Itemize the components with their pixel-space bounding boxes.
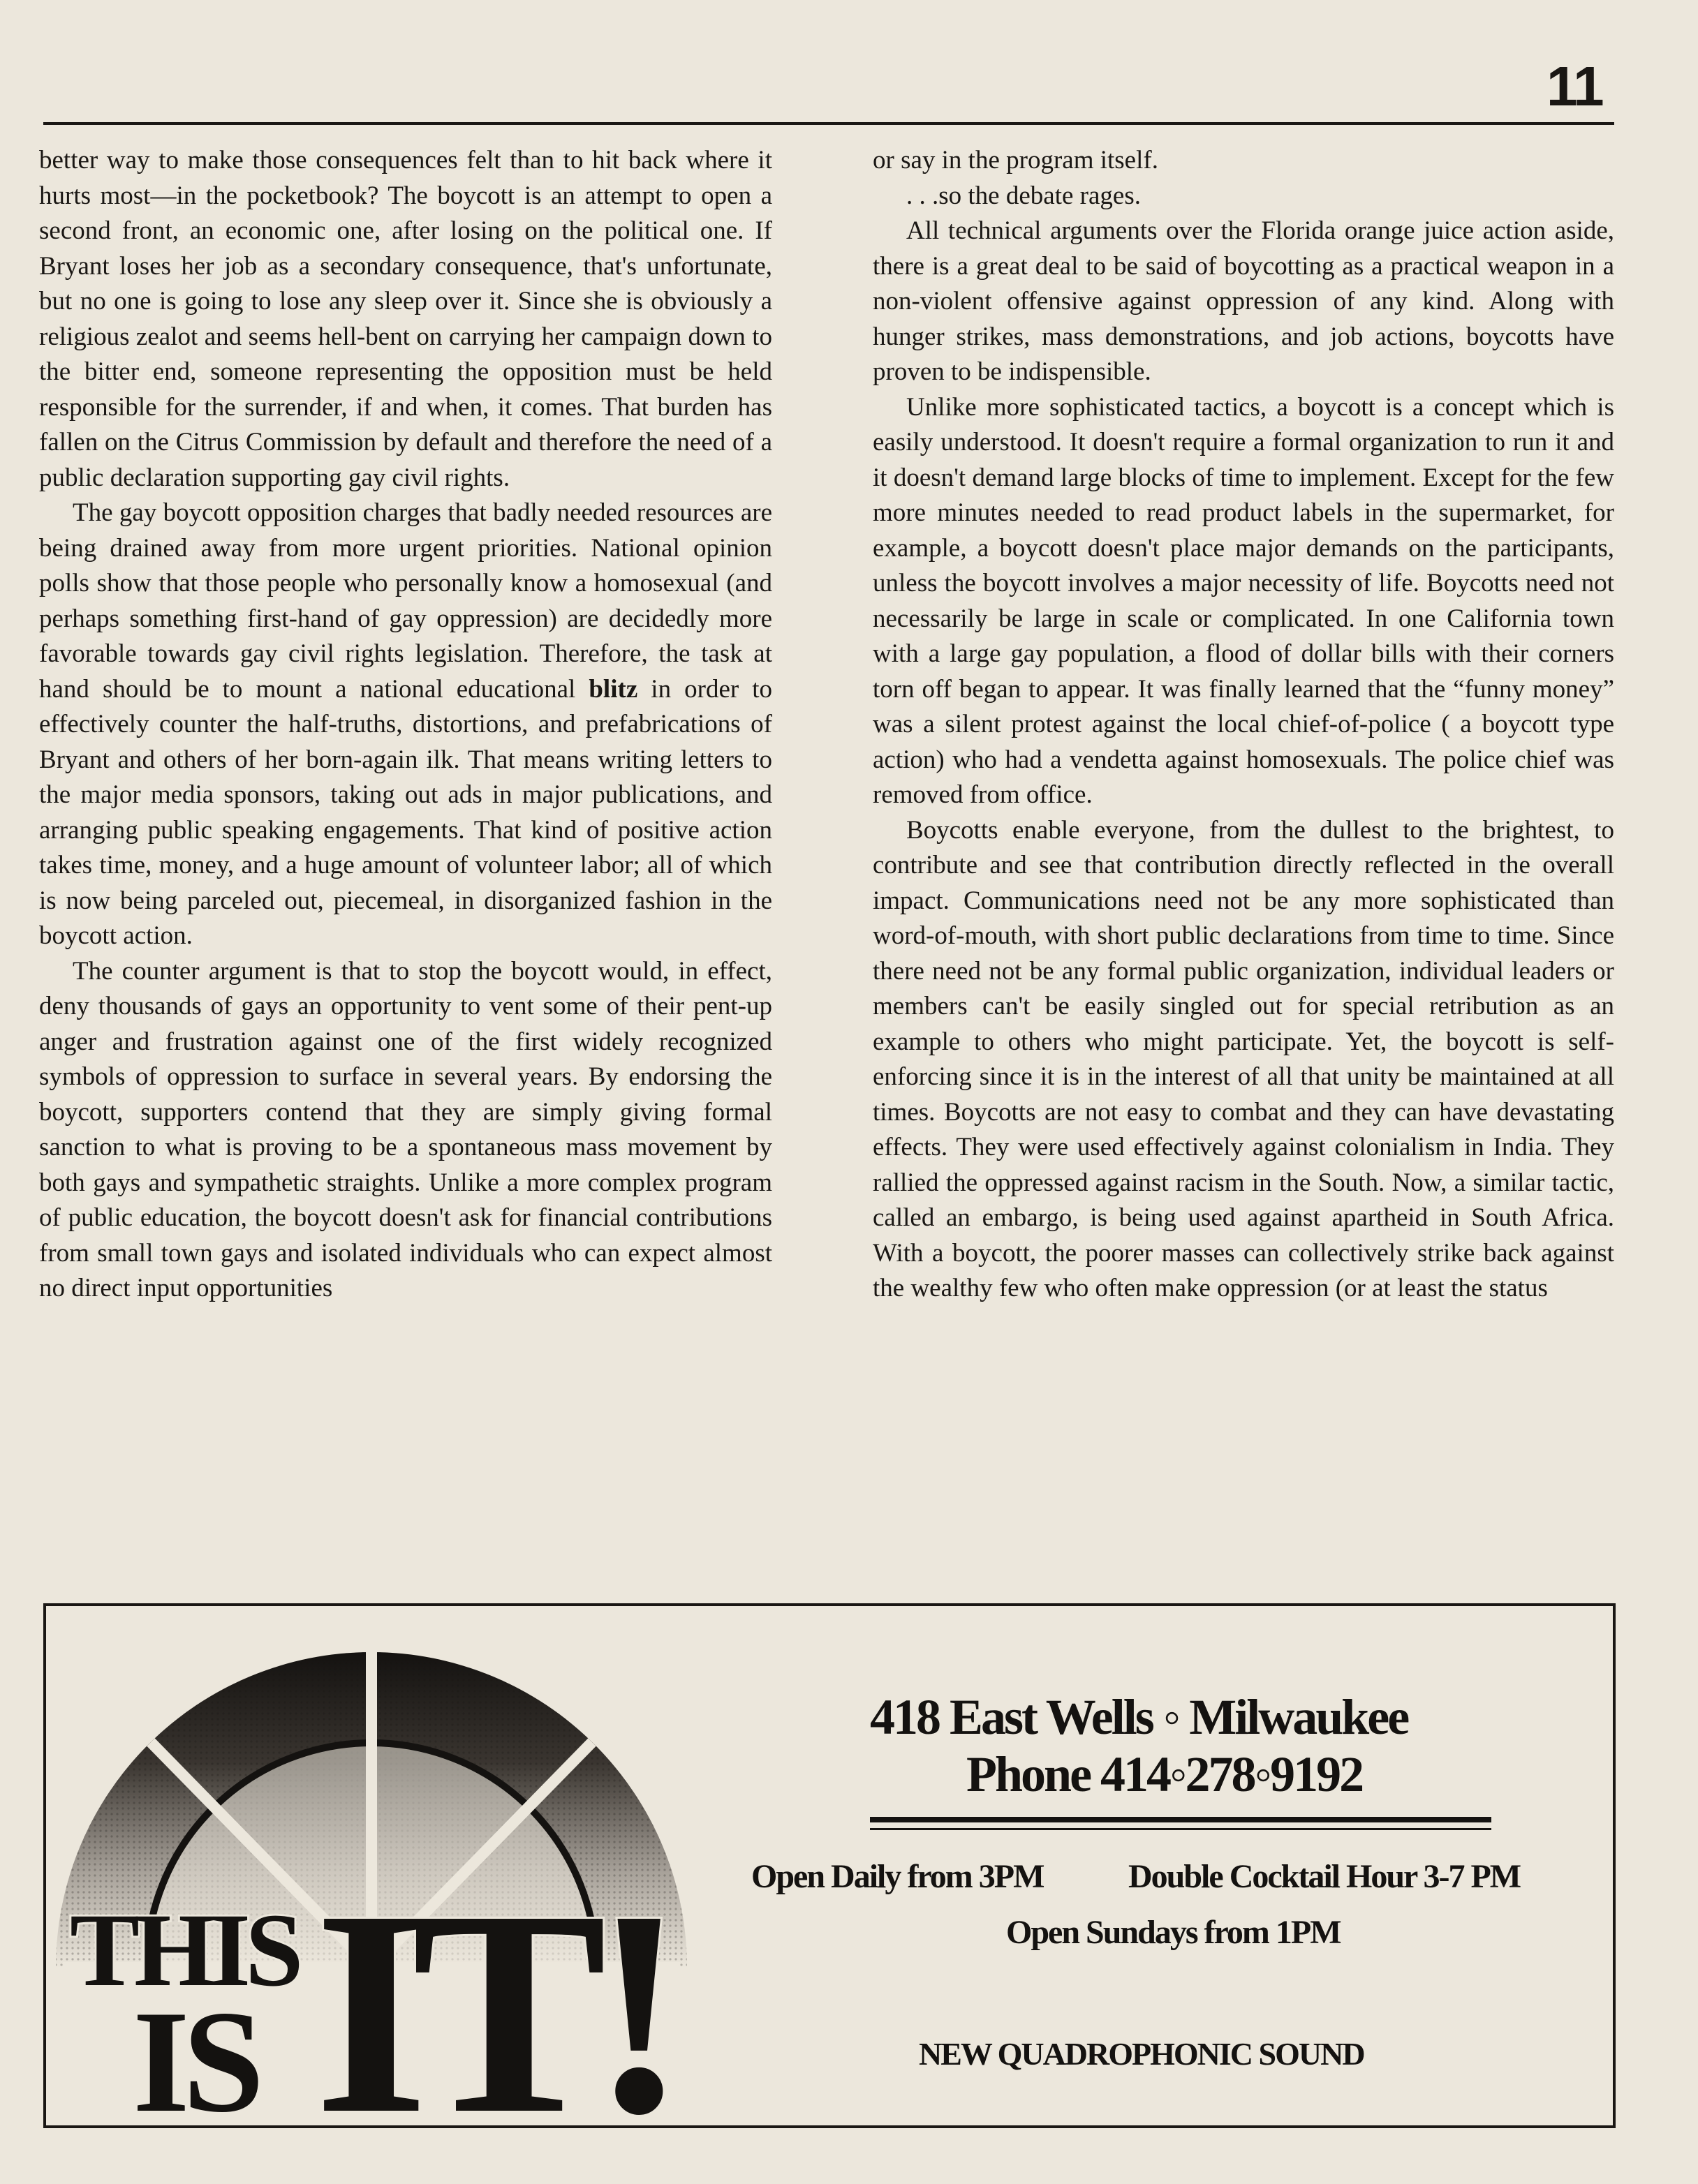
- paragraph-text: in order to effectively counter the half-truths, distortions, and prefabrications of Bryant and others of her born-again ilk. That means writing letters to the major media sponsors, taking out ads in major publications, and arranging public speaking engagements. That kind of positive action takes time, money, and a huge amount of volunteer labor; all of which is now being parceled out, piecemeal, in disorganized fashion in the boycott action.: [39, 674, 772, 950]
- ad-divider-thick: [870, 1817, 1491, 1822]
- paragraph: All technical arguments over the Florida orange juice action aside, there is a great deal to be said of boycotting as a practical weapon in a non-violent offensive against oppression of any kind. Along with hunger strikes, mass demonstrations, and job actions, boycotts have proven to be indispensible.: [873, 216, 1614, 386]
- ad-hours-daily: Open Daily from 3PM: [751, 1858, 1044, 1895]
- page-number: 11: [1546, 55, 1603, 117]
- paragraph: better way to make those consequences felt than to hit back where it hurts most—in the pocketbook? The boycott is an attempt to open a second front, an economic one, after losing on the political one. If Bryant loses her job as a secondary consequence, that's unfortunate, but no one is going to lose any sleep over it. Since she is obviously a religious zealot and seems hell-bent on carrying her campaign down to the bitter end, someone representing the opposition must be held responsible for the surrender, if and when, it comes. That burden has fallen on the Citrus Commission by default and therefore the need of a public declaration supporting gay civil rights.: [39, 146, 772, 492]
- paragraph-text: The gay boycott opposition charges that badly needed resources are being drained away from more urgent priorities. National opinion polls show that those people who personally know a homosexual (and perhaps something first-hand of gay oppression) are decidedly more favorable towards gay civil rights legislation. Therefore, the task at hand should be to mount a national educational: [39, 498, 772, 704]
- paragraph: or say in the program itself.: [873, 146, 1158, 174]
- logo-word-this: THIS: [70, 1892, 298, 2008]
- ad-phone: Phone 414◦278◦9192: [966, 1746, 1363, 1802]
- ad-cocktail-hour: Double Cocktail Hour 3-7 PM: [1128, 1858, 1521, 1895]
- paragraph: Boycotts enable everyone, from the dullest to the brightest, to contribute and see that contribution directly reflected in the overall impact. Communications need not be any more sophisticated than word-of-mouth, with short public declarations from time to time. Since there need not be any formal public organization, individual leaders or members can't be easily singled out for special retribution as an example to others who might participate. Yet, the boycott is self-enforcing since it is in the interest of all that unity be maintained at all times. Boycotts are not easy to combat and they can have devastating effects. They were used effectively against colonialism in India. They rallied the oppressed against racism in the South. Now, a similar tactic, called an embargo, is being used against apartheid in South Africa. With a boycott, the poorer masses can collectively strike back against the wealthy few who often make oppression (or at least the status: [873, 815, 1614, 1302]
- ad-divider-thin: [870, 1828, 1491, 1830]
- paragraph: [39, 496, 772, 954]
- logo-word-it: IT!: [314, 1850, 672, 2130]
- ad-info-panel: [709, 1606, 1616, 2123]
- ad-feature-sound: NEW QUADROPHONIC SOUND: [919, 2036, 1364, 2072]
- paragraph: The counter argument is that to stop the boycott would, in effect, deny thousands of gays an opportunity to vent some of their pent-up anger and frustration against one of the first widely recognized symbols of oppression to surface in several years. By endorsing the boycott, supporters contend that they are simply giving formal sanction to what is proving to be a spontaneous mass movement by both gays and sympathetic straights. Unlike a more complex program of public education, the boycott doesn't ask for financial contributions from small town gays and isolated individuals who can expect almost no direct input opportunities: [39, 956, 772, 1302]
- header-rule: [43, 122, 1614, 125]
- sunburst-logo: [43, 1605, 712, 2128]
- logo-word-is: IS: [133, 1981, 258, 2130]
- ad-address: 418 East Wells ◦ Milwaukee: [870, 1689, 1408, 1745]
- this-is-it-advertisement: [43, 1603, 1616, 2128]
- emphasis-word: blitz: [589, 674, 638, 704]
- ad-sunday-hours: Open Sundays from 1PM: [1006, 1914, 1341, 1951]
- article-column-left: [39, 143, 772, 1588]
- paragraph: . . .so the debate rages.: [906, 181, 1141, 210]
- article-column-right: [873, 143, 1614, 1588]
- paragraph: Unlike more sophisticated tactics, a boycott is a concept which is easily understood. It doesn't require a formal organization to run it and it doesn't demand large blocks of time to implement. Except for the few more minutes needed to read product labels in the supermarket, for example, a boycott doesn't place major demands on the participants, unless the boycott involves a major necessity of life. Boycotts need not necessarily be large in scale or complicated. In one California town with a large gay population, a flood of dollar bills with their corners torn off began to appear. It was finally learned that the “funny money” was a silent protest against the local chief-of-police ( a boycott type action) who had a vendetta against homosexuals. The police chief was removed from office.: [873, 392, 1614, 809]
